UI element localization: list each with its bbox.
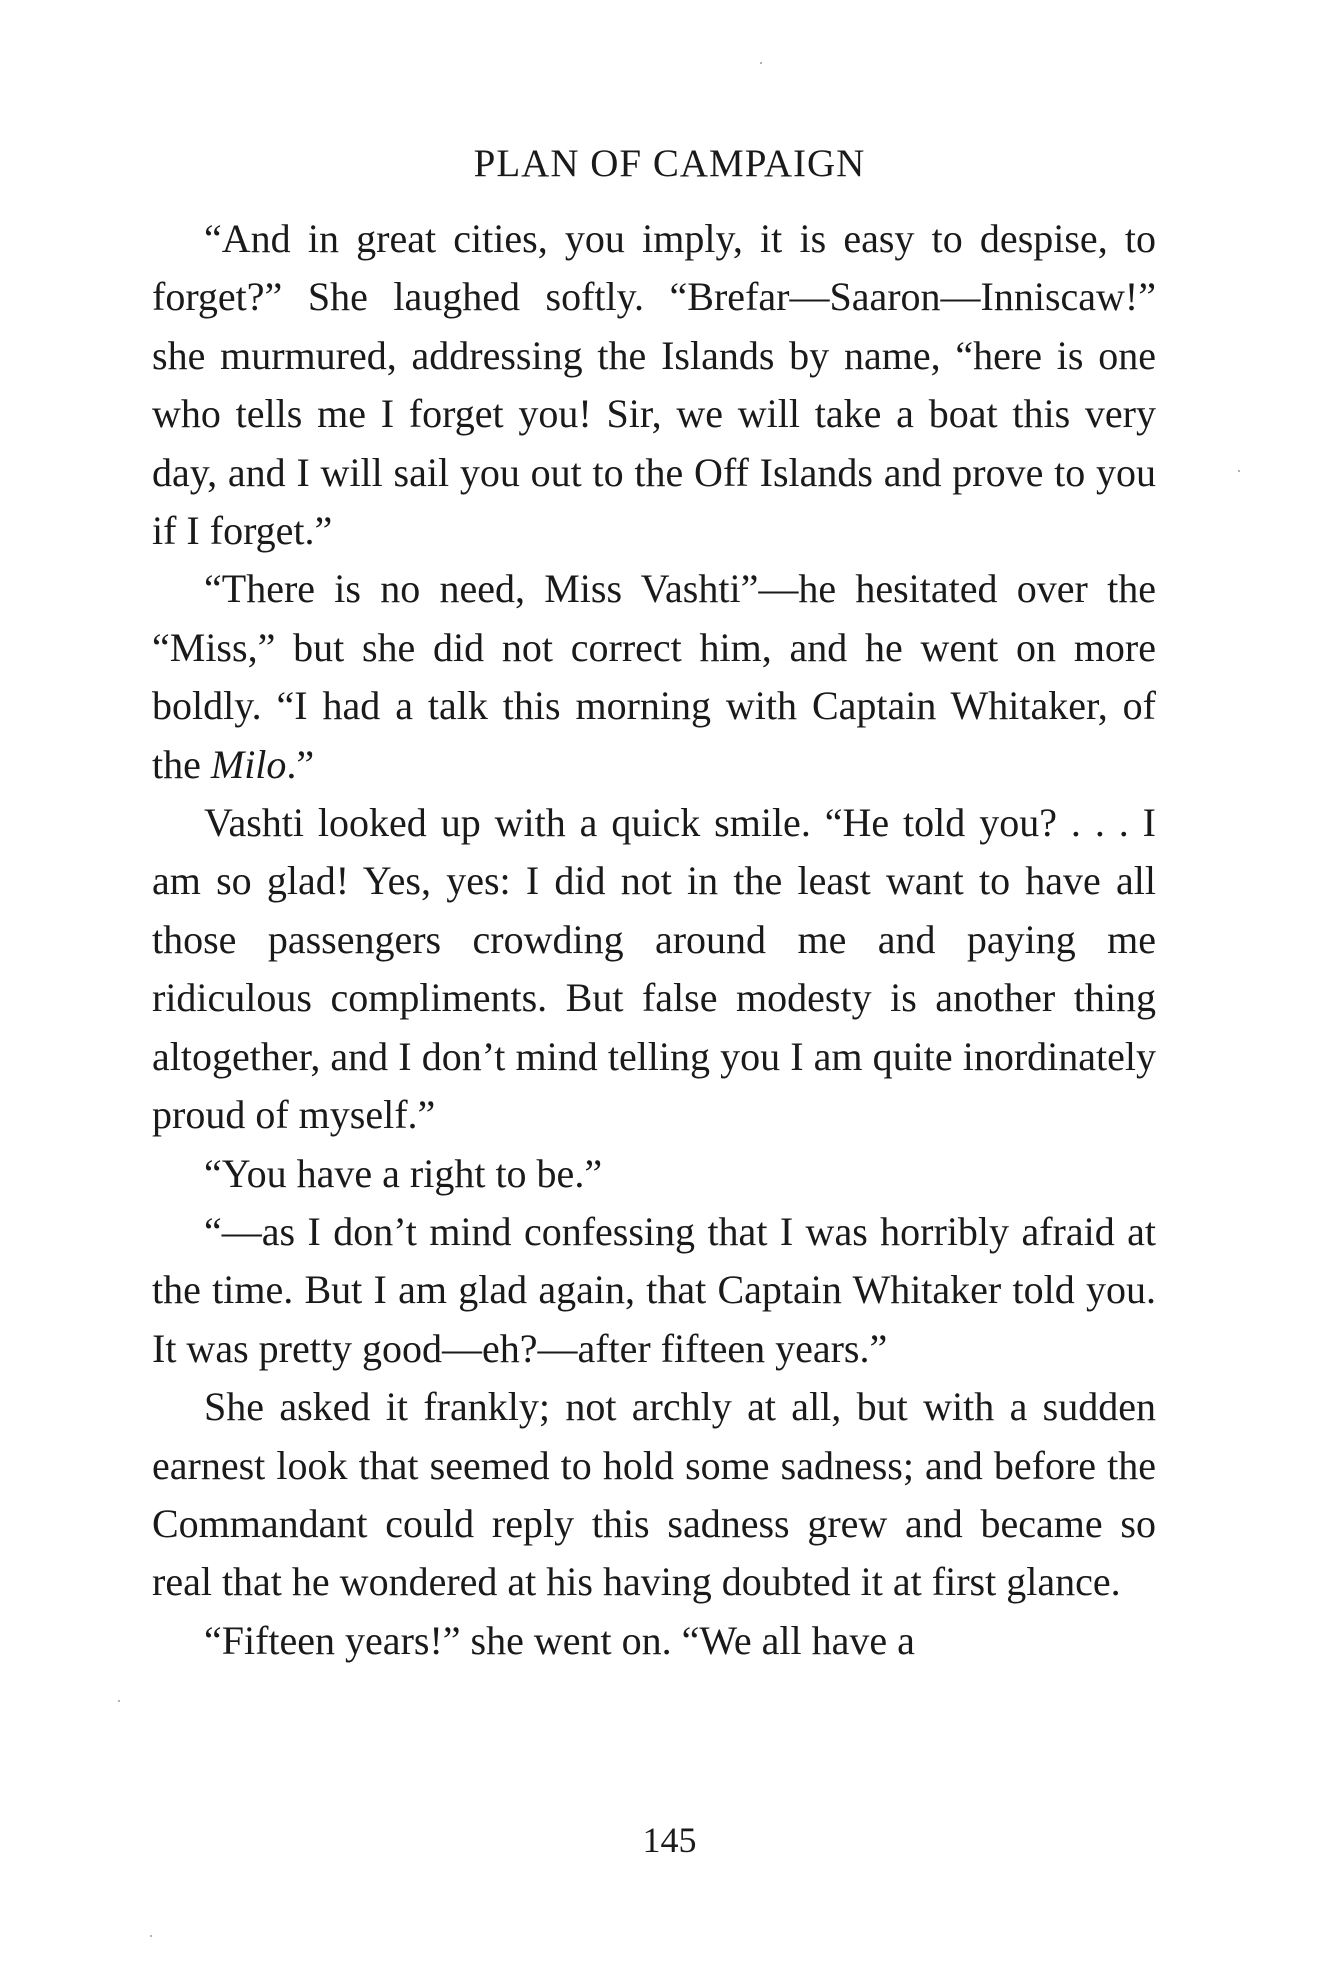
paragraph-3: Vashti looked up with a quick smile. “He told you? . . . I am so glad! Yes, yes: I did not in the least want to have all those passengers crowding around me and paying me ridiculous compliments. But false modesty is another thing altogether, and I don’t mind telling you I am quite inordinately proud of myself.” — [152, 800, 1156, 1138]
ship-name: Milo — [210, 741, 287, 787]
paragraph-5: “—as I don’t mind confessing that I was horribly afraid at the time. But I am glad again, that Captain Whitaker told you. It was pretty good—eh?—after fifteen years.” — [152, 1208, 1156, 1371]
body-text — [152, 210, 1156, 1670]
paragraph-6: She asked it frankly; not archly at all, but with a sudden earnest look that seemed to hold some sadness; and before the Commandant could reply this sadness grew and became so real that he wondered at his having doubted it at first glance. — [152, 1384, 1156, 1605]
paragraph-4: “You have a right to be.” — [204, 1150, 603, 1196]
paragraph-2: “There is no need, Miss Vashti”—he hesitated over the “Miss,” but she did not correct him, and he went on more boldly. “I had a talk this morning with Captain Whitaker, of the Milo.” — [152, 566, 1156, 787]
running-head: PLAN OF CAMPAIGN — [473, 142, 866, 185]
paragraph-7: “Fifteen years!” she went on. “We all have a — [204, 1617, 915, 1663]
paper-speck — [1238, 470, 1240, 472]
paper-speck — [118, 1700, 120, 1702]
paragraph-1: “And in great cities, you imply, it is easy to despise, to forget?” She laughed softly. “Brefar—Saaron—Inniscaw!” she murmured, addressing the Islands by name, “here is one who tells me I forget you! Sir, we will take a boat this very day, and I will sail you out to the Off Islands and prove to you if I forget.” — [152, 216, 1156, 554]
paper-speck — [760, 62, 762, 64]
paper-speck — [150, 1935, 152, 1937]
page-number: 145 — [642, 1820, 697, 1860]
